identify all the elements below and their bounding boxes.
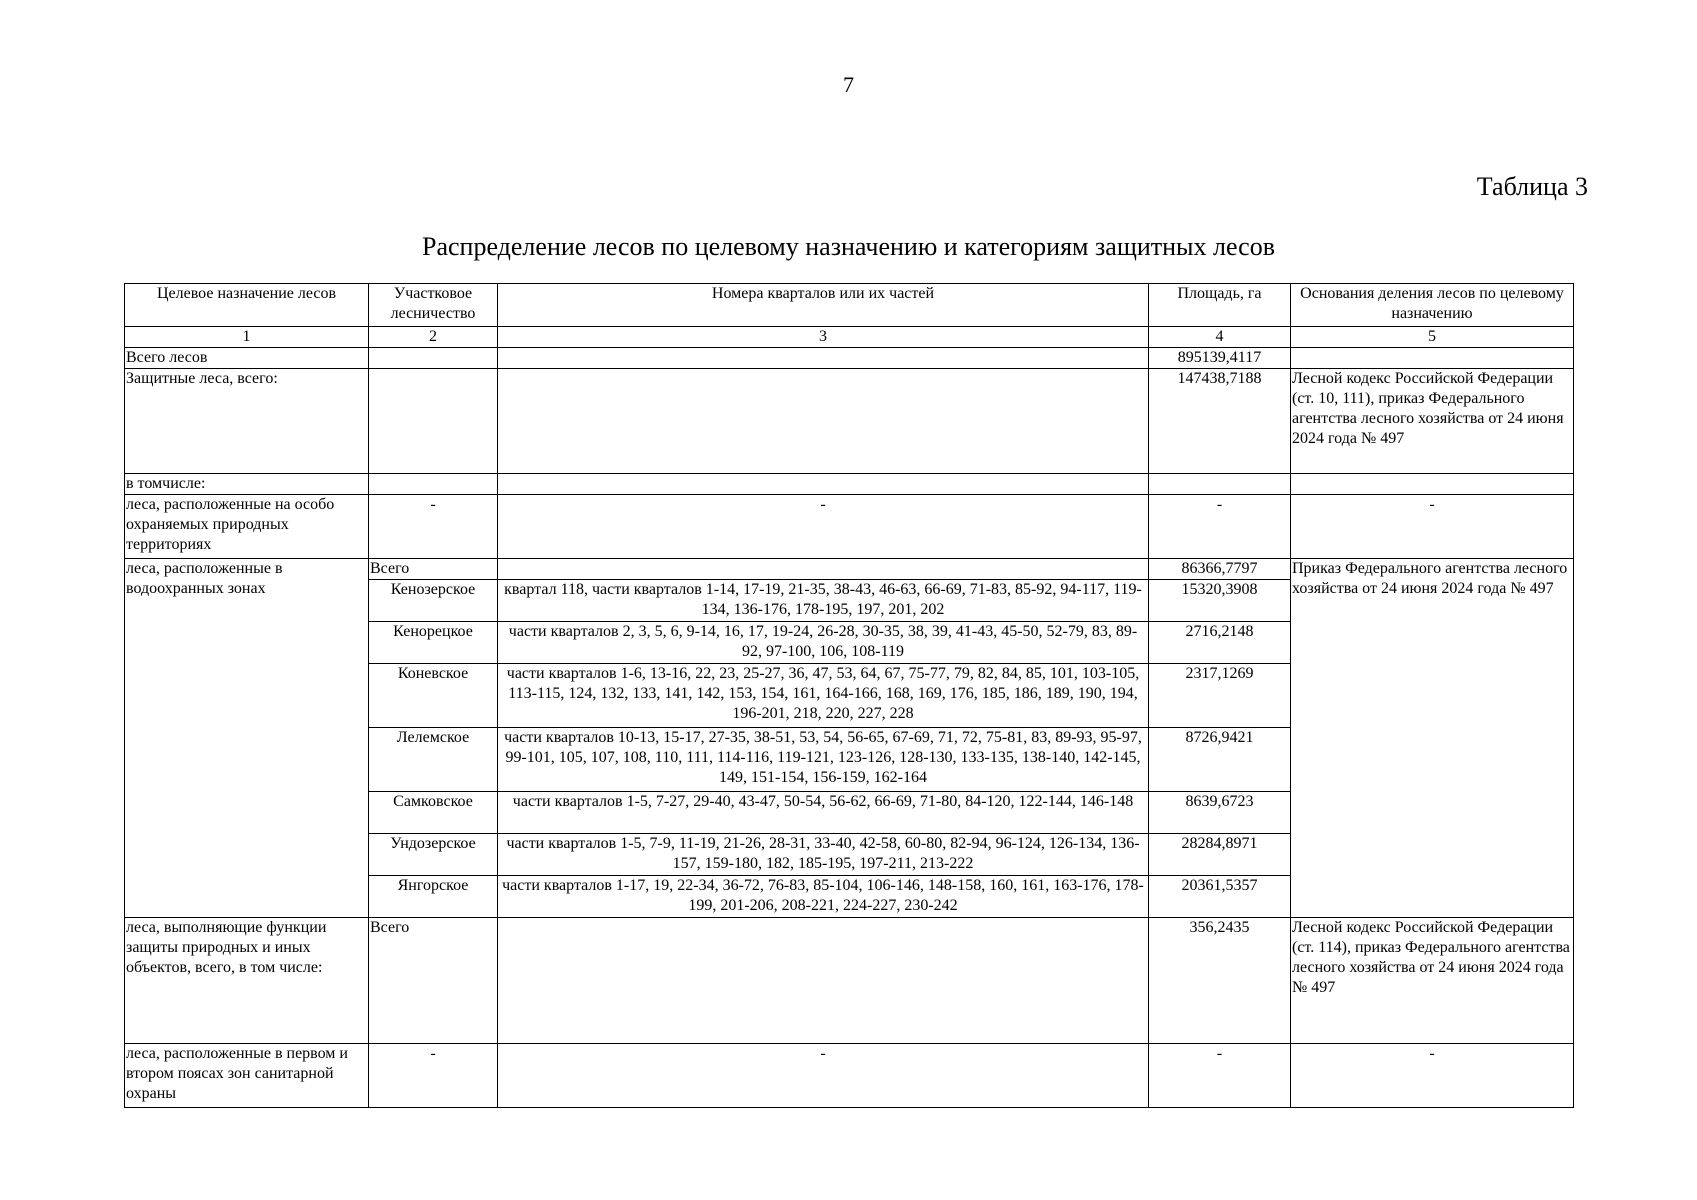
- quarters-cell: части кварталов 10-13, 15-17, 27-35, 38-51, 53, 54, 56-65, 67-69, 71, 72, 75-81, 83, 89-93, 95-97, 99-101, 105, 107, 108, 110, 111, 114-116, 119-121, 123-126, 128-130, 133-135, 138-140, 142-145, 149, 151-154, 156-159, 162-164: [498, 728, 1149, 792]
- quarters-cell: части кварталов 1-5, 7-9, 11-19, 21-26, 28-31, 33-40, 42-58, 60-80, 82-94, 96-124, 126-134, 136-157, 159-180, 182, 185-195, 197-211, 213-222: [498, 834, 1149, 876]
- purpose-cell: Всего лесов: [125, 348, 369, 369]
- area-cell: -: [1149, 1044, 1291, 1108]
- forestry-cell: Лелемское: [369, 728, 498, 792]
- area-cell: 8726,9421: [1149, 728, 1291, 792]
- purpose-cell: в томчисле:: [125, 474, 369, 495]
- forestry-cell: [369, 348, 498, 369]
- area-cell: 86366,7797: [1149, 559, 1291, 580]
- header-purpose: Целевое назначение лесов: [125, 284, 369, 327]
- area-cell: -: [1149, 495, 1291, 559]
- quarters-cell: части кварталов 1-5, 7-27, 29-40, 43-47, 50-54, 56-62, 66-69, 71-80, 84-120, 122-144, 146-148: [498, 792, 1149, 834]
- area-cell: 2317,1269: [1149, 664, 1291, 728]
- column-number: 3: [498, 327, 1149, 348]
- basis-cell: -: [1291, 1044, 1574, 1108]
- forestry-cell: Коневское: [369, 664, 498, 728]
- area-cell: 147438,7188: [1149, 369, 1291, 474]
- column-number: 4: [1149, 327, 1291, 348]
- basis-cell: Приказ Федерального агентства лесного хозяйства от 24 июня 2024 года № 497: [1291, 559, 1574, 918]
- quarters-cell: части кварталов 1-6, 13-16, 22, 23, 25-27, 36, 47, 53, 64, 67, 75-77, 79, 82, 84, 85, 101, 103-105, 113-115, 124, 132, 133, 141, 142, 153, 154, 161, 164-166, 168, 169, 176, 185, 186, 189, 190, 194, 196-201, 218, 220, 227, 228: [498, 664, 1149, 728]
- header-basis: Основания деления лесов по целевому назначению: [1291, 284, 1574, 327]
- basis-cell: Лесной кодекс Российской Федерации (ст. 114), приказ Федерального агентства лесного хозяйства от 24 июня 2024 года № 497: [1291, 918, 1574, 1044]
- basis-cell: -: [1291, 495, 1574, 559]
- quarters-cell: части кварталов 2, 3, 5, 6, 9-14, 16, 17, 19-24, 26-28, 30-35, 38, 39, 41-43, 45-50, 52-79, 83, 89-92, 97-100, 106, 108-119: [498, 622, 1149, 664]
- document-title: Распределение лесов по целевому назначению и категориям защитных лесов: [422, 232, 1275, 261]
- forestry-cell: Кенорецкое: [369, 622, 498, 664]
- area-cell: 8639,6723: [1149, 792, 1291, 834]
- area-cell: 20361,5357: [1149, 876, 1291, 918]
- table-label: Таблица 3: [1476, 172, 1588, 201]
- area-cell: [1149, 474, 1291, 495]
- basis-cell: [1291, 474, 1574, 495]
- area-cell: 356,2435: [1149, 918, 1291, 1044]
- page-number: 7: [843, 72, 854, 97]
- quarters-cell: части кварталов 1-17, 19, 22-34, 36-72, 76-83, 85-104, 106-146, 148-158, 160, 161, 163-176, 178-199, 201-206, 208-221, 224-227, 230-242: [498, 876, 1149, 918]
- quarters-cell: [498, 348, 1149, 369]
- purpose-cell: леса, выполняющие функции защиты природных и иных объектов, всего, в том числе:: [125, 918, 369, 1044]
- area-cell: 895139,4117: [1149, 348, 1291, 369]
- forestry-cell: [369, 369, 498, 474]
- quarters-cell: квартал 118, части кварталов 1-14, 17-19, 21-35, 38-43, 46-63, 66-69, 71-83, 85-92, 94-117, 119-134, 136-176, 178-195, 197, 201, 202: [498, 580, 1149, 622]
- table-row-water-zones-total: [125, 559, 1574, 580]
- purpose-cell: леса, расположенные на особо охраняемых природных территориях: [125, 495, 369, 559]
- forestry-cell: Ундозерское: [369, 834, 498, 876]
- area-cell: 28284,8971: [1149, 834, 1291, 876]
- header-quarters: Номера кварталов или их частей: [498, 284, 1149, 327]
- basis-cell: [1291, 348, 1574, 369]
- column-number: 1: [125, 327, 369, 348]
- forestry-cell: [369, 474, 498, 495]
- forestry-cell: Самковское: [369, 792, 498, 834]
- table-row-nature-protection: [125, 918, 1574, 1044]
- column-number: 5: [1291, 327, 1574, 348]
- column-number: 2: [369, 327, 498, 348]
- purpose-cell: Защитные леса, всего:: [125, 369, 369, 474]
- purpose-cell: леса, расположенные в первом и втором поясах зон санитарной охраны: [125, 1044, 369, 1108]
- forestry-cell: Всего: [369, 918, 498, 1044]
- table-row-including: [125, 474, 1574, 495]
- quarters-cell: [498, 474, 1149, 495]
- column-numbers-row: [125, 327, 1574, 348]
- quarters-cell: -: [498, 495, 1149, 559]
- header-forestry: Участковое лесничество: [369, 284, 498, 327]
- forestry-cell: Янгорское: [369, 876, 498, 918]
- quarters-cell: [498, 918, 1149, 1044]
- quarters-cell: -: [498, 1044, 1149, 1108]
- forestry-cell: -: [369, 1044, 498, 1108]
- basis-cell: Лесной кодекс Российской Федерации (ст. 10, 111), приказ Федерального агентства лесного хозяйства от 24 июня 2024 года № 497: [1291, 369, 1574, 474]
- area-cell: 15320,3908: [1149, 580, 1291, 622]
- area-cell: 2716,2148: [1149, 622, 1291, 664]
- table-header-row: [125, 284, 1574, 327]
- header-area: Площадь, га: [1149, 284, 1291, 327]
- table-row-total: [125, 348, 1574, 369]
- forestry-cell: Всего: [369, 559, 498, 580]
- purpose-cell: леса, расположенные в водоохранных зонах: [125, 559, 369, 918]
- table-row-protective: [125, 369, 1574, 474]
- quarters-cell: [498, 559, 1149, 580]
- forestry-cell: Кенозерское: [369, 580, 498, 622]
- quarters-cell: [498, 369, 1149, 474]
- table-row-sanitary-zones: [125, 1044, 1574, 1108]
- forest-distribution-table: [124, 283, 1574, 1108]
- forestry-cell: -: [369, 495, 498, 559]
- table-row-protected-areas: [125, 495, 1574, 559]
